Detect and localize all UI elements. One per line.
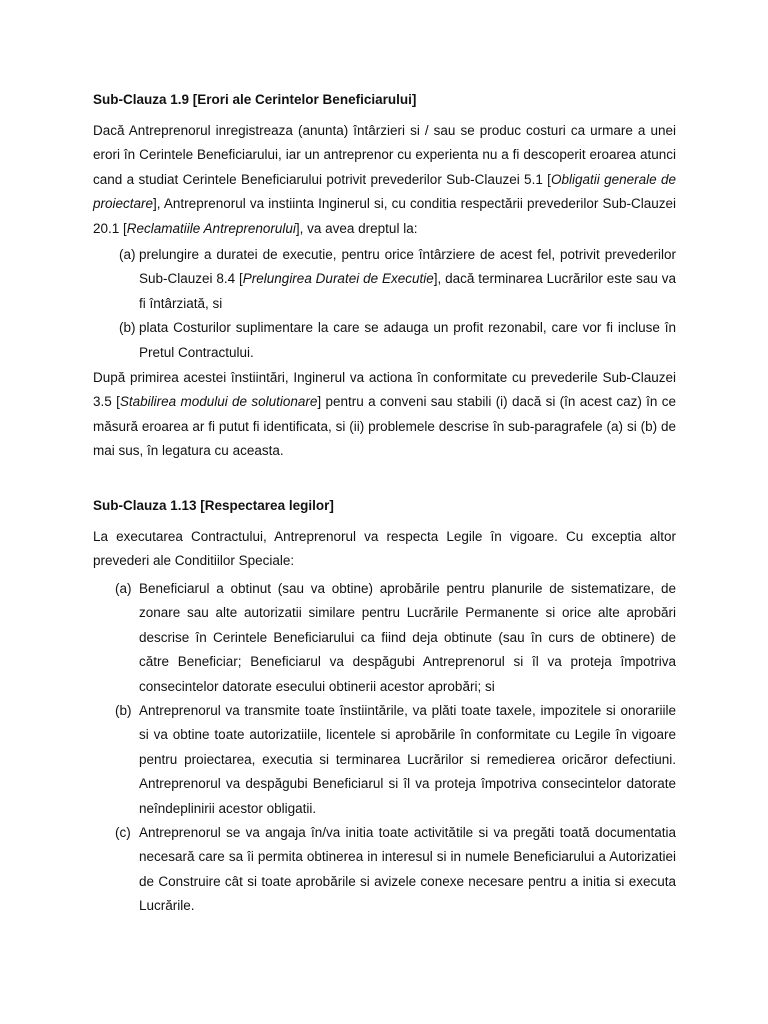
list-item (93, 699, 676, 821)
intro-text-part: Dacă Antreprenorul inregistreaza (anunta) întârzieri si / sau se produc costuri ca urmare a unei erori în Cerintele Beneficiarului, iar un antreprenor cu experienta nu a fi descoperit eroarea atunci cand a studiat Cerintele Beneficiarului potrivit prevederilor Sub-Clauzei 5.1 [ (93, 123, 676, 187)
clause-1-13-intro: La executarea Contractului, Antreprenorul va respecta Legile în vigoare. Cu exceptia altor prevederi ale Conditiilor Speciale: (93, 529, 676, 569)
item-label: (b) (119, 320, 136, 336)
item-label: (a) (119, 247, 136, 262)
item-label: (c) (115, 825, 131, 841)
item-label: (b) (115, 703, 132, 719)
item-text-part: ], dacă terminarea Lucrărilor este sau va fi întârziată, si (139, 271, 676, 311)
clause-1-13-list (93, 577, 676, 919)
item-reference-italic: Prelungirea Duratei de Executie (242, 271, 434, 287)
item-text: Antreprenorul va transmite toate înstiintările, va plăti toate taxele, impozitele si onorariile si va obtine toate autorizatiile, licentele si aprobările în conformitate cu Legile în vigoare pentru proiectarea, executia si terminarea Lucrărilor si remedierea oricăror defectiuni. Antreprenorul va despăgubi Beneficiarul si îl va proteja împotriva consecintelor datorate neîndeplinirii acestor obligatii. (139, 703, 676, 816)
after-text-part: ] pentru a conveni sau stabili (i) dacă si (în acest caz) în ce măsură eroarea ar fi putut fi identificata, si (ii) problemele descrise în sub-paragrafele (a) si (b) de mai sus, în legatura cu aceasta. (93, 394, 676, 459)
item-text-part: prelungire a duratei de executie, pentru orice întârziere de acest fel, potrivit prevederilor Sub-Clauzei 8.4 [ (139, 247, 676, 287)
item-text: Beneficiarul a obtinut (sau va obtine) aprobările pentru planurile de sistematizare, de zonare sau alte autorizatii similare pentru Lucrările Permanente si orice alte aprobări descrise în Cerintele Beneficiarului ca fiind deja obtinute (sau în curs de obtinere) de către Beneficiar; Beneficiarul va despăgubi Antreprenorul si îl va proteja împotriva consecintelor datorate esecului obtinerii acestor aprobări; si (139, 581, 676, 694)
item-text: plata Costurilor suplimentare la care se adauga un profit rezonabil, care vor fi incluse în Pretul Contractului. (139, 320, 676, 360)
clause-1-9-list (93, 243, 676, 365)
clause-1-9-heading: Sub-Clauza 1.9 [Erori ale Cerintelor Beneficiarului] (93, 92, 417, 107)
item-label: (a) (115, 581, 132, 596)
after-reference-italic: Stabilirea modului de solutionare (119, 394, 318, 410)
item-text: Antreprenorul se va angaja în/va initia toate activitătile si va pregăti toată documentatia necesară care sa îi permita obtinerea in interesul si in numele Beneficiarului a Autorizatiei de Construire cât si toate aprobările si avizele conexe necesare pentru a initia si executa Lucrările. (139, 825, 676, 914)
list-item (93, 577, 676, 699)
clause-1-9-after (93, 366, 676, 464)
clause-1-9-intro (93, 119, 676, 241)
intro-text-part: ], va avea dreptul la: (295, 220, 418, 236)
list-item (93, 243, 676, 316)
after-text-part: După primirea acestei înstiintări, Inginerul va actiona în conformitate cu prevederile Sub-Clauzei 3.5 [ (93, 370, 676, 410)
intro-text-part: ], Antreprenorul va instiinta Inginerul si, cu conditia respectării prevederilor Sub-Clauzei 20.1 [ (93, 196, 676, 236)
clause-1-13-heading: Sub-Clauza 1.13 [Respectarea legilor] (93, 498, 334, 513)
intro-reference-italic: Reclamatiile Antreprenorului (126, 220, 296, 236)
list-item (93, 821, 676, 919)
intro-reference-italic: Obligatii generale de proiectare (93, 171, 676, 212)
list-item (93, 316, 676, 365)
